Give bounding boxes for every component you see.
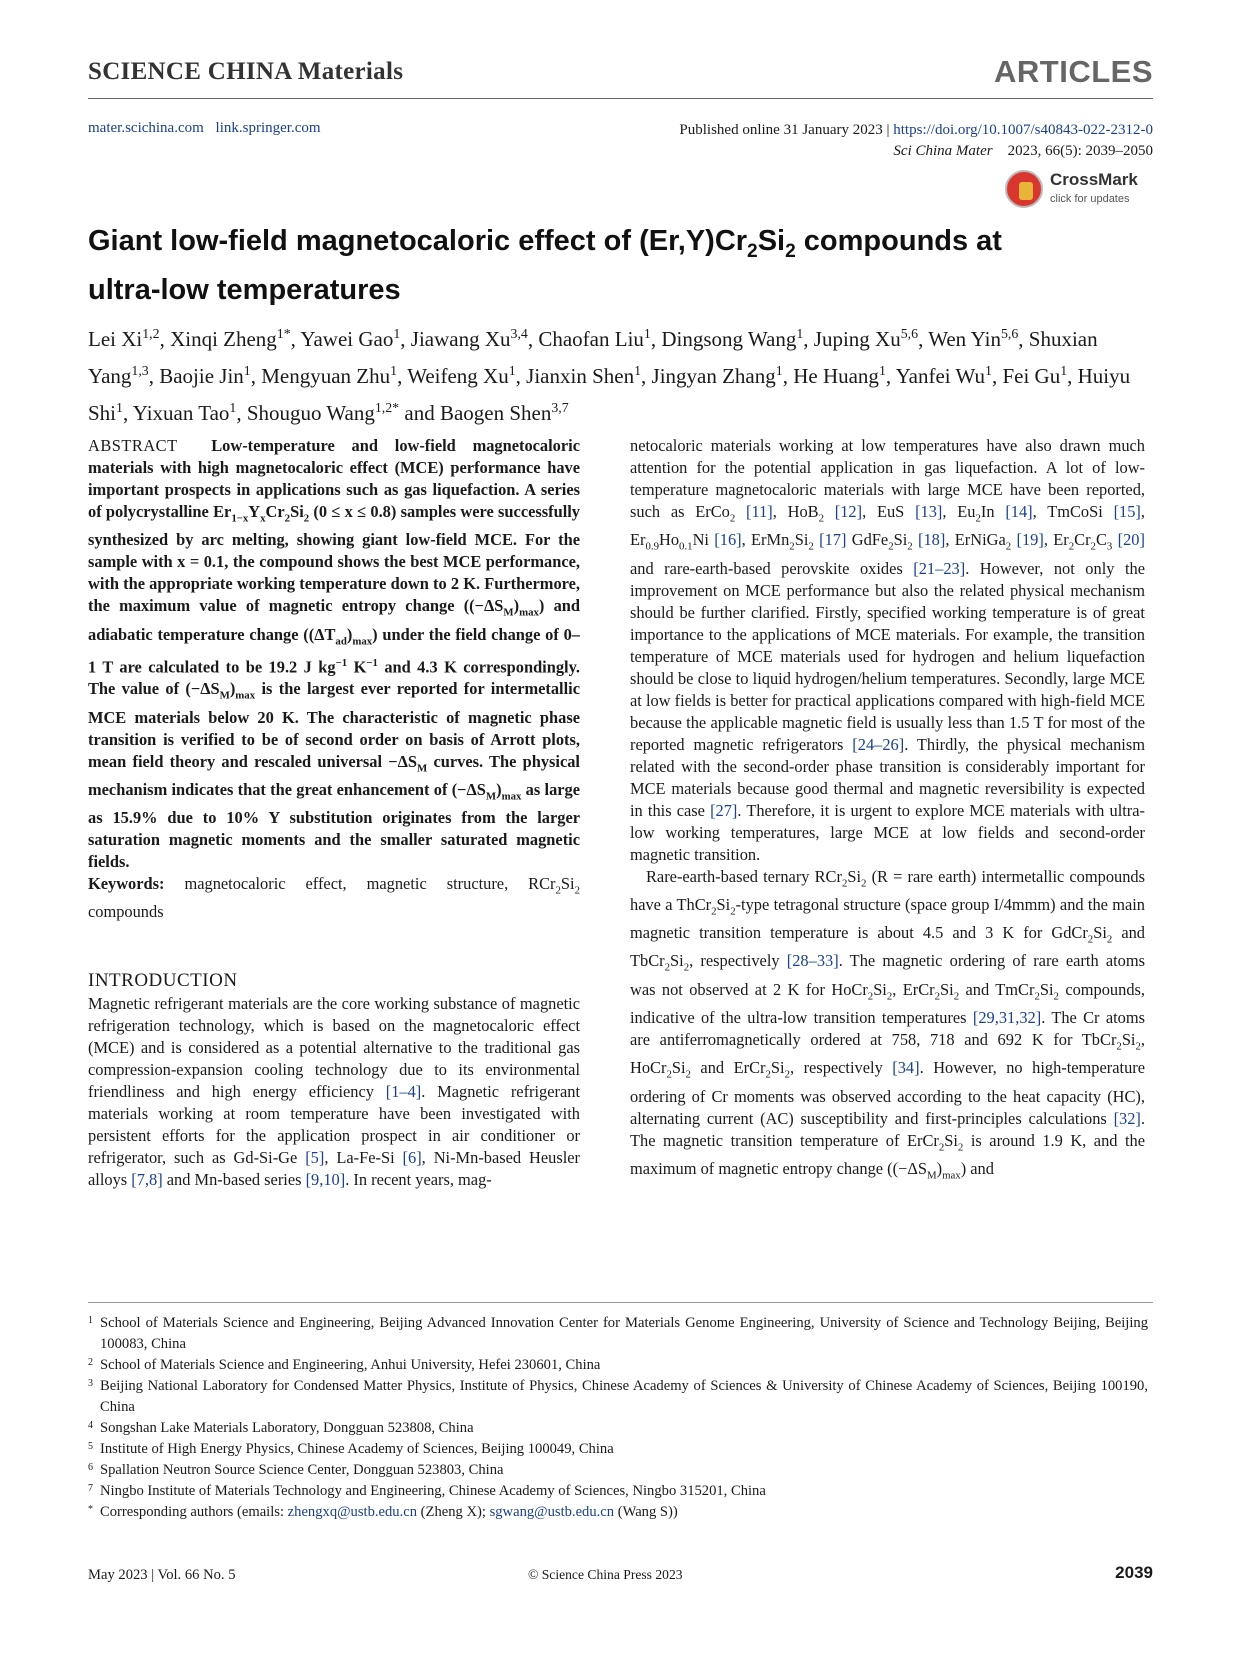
intro-paragraph: Magnetic refrigerant materials are the core working substance of magnetic refrigeration technology, which is based on the magnetocaloric effect (MCE) and is considered as a potential alternative to the traditional gas compression-expansion cooling technology due to its environmental friendliness and high energy efficiency [1–4]. Magnetic refrigerant materials working at room temperature have been investigated with persistent efforts for the application prospect in air conditioner or refrigerator, such as Gd-Si-Ge [5], La-Fe-Si [6], Ni-Mn-based Heusler alloys [7,8] and Mn-based series [9,10]. In recent years, mag- bbox=[88, 994, 580, 1190]
affiliation-item: 4 Songshan Lake Materials Laboratory, Dongguan 523808, China bbox=[88, 1420, 474, 1436]
ref-link[interactable]: [24–26] bbox=[852, 734, 905, 754]
corresponding-authors: * Corresponding authors (emails: zhengxq@ustb.edu.cn (Zheng X); sgwang@ustb.edu.cn (Wang S)) bbox=[88, 1504, 678, 1520]
ref-link[interactable]: [13] bbox=[915, 502, 943, 521]
citation-volume: 2023, 66(5): 2039–2050 bbox=[1007, 143, 1153, 159]
author: Yanfei Wu$^1$ bbox=[895, 363, 992, 388]
affiliation-item: 7 Ningbo Institute of Materials Technology and Engineering, Chinese Academy of Sciences, Ningbo 315201, China bbox=[88, 1483, 766, 1499]
author: Xinqi Zheng$^{1*}$ bbox=[170, 326, 291, 351]
email-link[interactable]: sgwang@ustb.edu.cn bbox=[489, 1504, 615, 1520]
ref-link[interactable]: [12] bbox=[834, 502, 863, 521]
author: Yixuan Tao$^1$ bbox=[132, 400, 237, 425]
ref-link[interactable]: [16] bbox=[714, 530, 742, 550]
ref-link[interactable]: [28–33] bbox=[786, 951, 839, 971]
ref-link[interactable]: [9,10] bbox=[305, 1170, 346, 1190]
journal-sites bbox=[88, 120, 329, 137]
intro-paragraph-continued: netocaloric materials working at low temperatures have also drawn much attention for the potential application in gas liquefaction. A lot of low-temperature magnetocaloric materials with large MCE have been reported, such as ErCo$_2$ [11], HoB$_2$ [12], EuS [13], $Eu_2In$ [14], TmCoSi [15], $Er_{0.9}Ho_{0.1}Ni$ [16], $ErMn_2Si_2$ [17] $GdFe_2Si_2$ [18], ErNiGa$_2$ [19], $Er_2Cr_2C_3$ [20] and rare-earth-based perovskite oxides [21–23]. However, not only the improvement on MCE performance but also the related physical mechanism should be further clarified. Firstly, specified working temperature is of great importance to the applications of MCE materials. For example, the transition temperature of MCE materials used for hydrogen and helium liquefaction should be close to liquid hydrogen/helium temperatures. Secondly, large MCE at low fields is better for practical applications compared with high-field MCE because the applicable magnetic field is usually less than 1.5 T for most of the reported magnetic refrigerators [24–26]. Thirdly, the physical mechanism related with the second-order phase transition is considerably important for MCE materials because good thermal and magnetic reversibility is expected in this case [27]. Therefore, it is urgent to explore MCE materials with ultra-low working temperatures, large MCE at low fields and second-order magnetic transition. bbox=[630, 436, 1146, 864]
affiliation-item: 6 Spallation Neutron Source Science Center, Dongguan 523803, China bbox=[88, 1462, 504, 1478]
page-number: 2039 bbox=[1115, 1563, 1153, 1582]
publication-info bbox=[679, 120, 1153, 162]
header-rule bbox=[88, 98, 1153, 99]
author: Baogen Shen$^{3,7}$ bbox=[439, 400, 569, 425]
author: Lei Xi$^{1,2}$ bbox=[88, 326, 160, 351]
email-link[interactable]: zhengxq@ustb.edu.cn bbox=[287, 1504, 418, 1520]
copyright: © Science China Press 2023 bbox=[528, 1567, 683, 1582]
ref-link[interactable]: [15] bbox=[1113, 502, 1141, 521]
site-link-springer[interactable]: link.springer.com bbox=[215, 120, 321, 136]
keywords: Keywords: magnetocaloric effect, magnetic structure, $RCr_2Si_2$ compounds bbox=[88, 874, 580, 922]
author: Weifeng Xu$^1$ bbox=[407, 363, 516, 388]
abstract-label: ABSTRACT bbox=[88, 436, 178, 455]
ref-link[interactable]: [17] bbox=[819, 530, 847, 550]
author: Chaofan Liu$^1$ bbox=[538, 326, 651, 351]
ref-link[interactable]: [18] bbox=[918, 530, 946, 550]
affiliation-item: 5 Institute of High Energy Physics, Chinese Academy of Sciences, Beijing 100049, China bbox=[88, 1441, 614, 1457]
ref-link[interactable]: [29,31,32] bbox=[972, 1007, 1042, 1027]
affiliation-item: 2 School of Materials Science and Engineering, Anhui University, Hefei 230601, China bbox=[88, 1357, 601, 1373]
ref-link[interactable]: [19] bbox=[1016, 530, 1044, 550]
affiliation-item: 1 School of Materials Science and Engineering, Beijing Advanced Innovation Center for Materials Genome Engineering, University of Science and Technology Beijing, Beijing 100083, China bbox=[88, 1315, 1148, 1352]
journal-name: SCIENCE CHINA Materials bbox=[88, 58, 404, 85]
published-date: Published online 31 January 2023 bbox=[679, 122, 883, 138]
crossmark-label: CrossMark bbox=[1050, 170, 1138, 189]
keywords-label: Keywords: bbox=[88, 874, 165, 894]
crossmark-badge[interactable] bbox=[1003, 168, 1153, 212]
doi-link[interactable]: https://doi.org/10.1007/s40843-022-2312-0 bbox=[893, 122, 1153, 138]
author: Dingsong Wang$^1$ bbox=[661, 326, 804, 351]
left-column bbox=[88, 435, 580, 1191]
affiliation-item: 3 Beijing National Laboratory for Condensed Matter Physics, Institute of Physics, Chinese Academy of Sciences & University of Chinese Academy of Sciences, Beijing 100190, China bbox=[88, 1378, 1148, 1415]
author: Fei Gu$^1$ bbox=[1002, 363, 1068, 388]
author: Mengyuan Zhu$^1$ bbox=[261, 363, 398, 388]
abstract: ABSTRACT Low-temperature and low-field magnetocaloric materials with high magnetocaloric effect (MCE) performance have important prospects in applications such as gas liquefaction. A series of polycrystalline $Er_{1-x}Y_xCr_2Si_2$ (0 ≤ x ≤ 0.8) samples were successfully synthesized by arc melting, showing giant low-field MCE. For the sample with x = 0.1, the compound shows the best MCE performance, with the appropriate working temperature down to 2 K. Furthermore, the maximum value of magnetic entropy change $((-\Delta S_M)_{max})$ and adiabatic temperature change $((\Delta T_{ad})_{max})$ under the field change of 0–1 T are calculated to be 19.2 J $kg^{-1}$ $K^{-1}$ and 4.3 K correspondingly. The value of $(-\Delta S_M)_{max}$ is the largest ever reported for intermetallic MCE materials below 20 K. The characteristic of magnetic phase transition is verified to be of second order on basis of Arrott plots, mean field theory and rescaled universal $-\Delta S_M$ curves. The physical mechanism indicates that the great enhancement of $(-\Delta S_M)_{max}$ as large as 15.9% due to 10% Y substitution originates from the larger saturation magnetic moments and the smaller saturated magnetic fields. bbox=[88, 436, 581, 872]
crossmark-icon bbox=[1005, 170, 1043, 208]
section-label: ARTICLES bbox=[994, 54, 1153, 89]
author: Wen Yin$^{5,6}$ bbox=[928, 326, 1019, 351]
ref-link[interactable]: [32] bbox=[1113, 1108, 1141, 1128]
affiliations bbox=[88, 1313, 1148, 1523]
author-list: Lei Xi$^{1,2}$, Xinqi Zheng$^{1*}$, Yawei Gao$^1$, Jiawang Xu$^{3,4}$, Chaofan Liu$^1$, Dingsong Wang$^1$, Juping Xu$^{5,6}$, Wen Yin$^{5,6}$, Shuxian Yang$^{1,3}$, Baojie Jin$^1$, Mengyuan Zhu$^1$, Weifeng Xu$^1$, Jianxin Shen$^1$, Jingyan Zhang$^1$, He Huang$^1$, Yanfei Wu$^1$, Fei Gu$^1$, Huiyu Shi$^1$, Yixuan Tao$^1$, Shouguo Wang$^{1,2*}$ and Baogen Shen$^{3,7}$ bbox=[88, 326, 1131, 425]
ref-link[interactable]: [20] bbox=[1117, 530, 1145, 550]
crossmark-sublabel: click for updates bbox=[1050, 193, 1130, 205]
author: Shuxian Yang$^{1,3}$ bbox=[88, 327, 1098, 388]
ref-link[interactable]: [1–4] bbox=[385, 1082, 422, 1102]
paragraph-rcr2si2: Rare-earth-based ternary $RCr_2Si_2$ (R = rare earth) intermetallic compounds have a $ThCr_2Si_2$-type tetragonal structure (space group I/4mmm) and the main magnetic transition temperature is about 4.5 and 3 K for $GdCr_2Si_2$ and $TbCr_2Si_2$, respectively [28–33]. The magnetic ordering of rare earth atoms was not observed at 2 K for $HoCr_2Si_2$, $ErCr_2Si_2$ and $TmCr_2Si_2$ compounds, indicative of the ultra-low transition temperatures [29,31,32]. The Cr atoms are antiferromagnetically ordered at 758, 718 and 692 K for $TbCr_2Si_2$, $HoCr_2Si_2$ and $ErCr_2Si_2$, respectively [34]. However, no high-temperature ordering of Cr moments was observed according to the heat capacity (HC), alternating current (AC) susceptibility and first-principles calculations [32]. The magnetic transition temperature of $ErCr_2Si_2$ is around 1.9 K, and the maximum of magnetic entropy change $((-\Delta S_M)_{max})$ and bbox=[630, 866, 1145, 1182]
ref-link[interactable]: [34] bbox=[892, 1058, 920, 1078]
ref-link[interactable]: [5] bbox=[305, 1148, 325, 1168]
author: Yawei Gao$^1$ bbox=[300, 326, 401, 351]
author: Baojie Jin$^1$ bbox=[159, 363, 251, 388]
right-column bbox=[630, 435, 1145, 1186]
issue-info: May 2023 | Vol. 66 No. 5 bbox=[88, 1567, 236, 1583]
ref-link[interactable]: [27] bbox=[710, 800, 738, 820]
author: Huiyu Shi$^1$ bbox=[88, 364, 1131, 425]
authors-and: and bbox=[404, 401, 435, 425]
ref-link[interactable]: [7,8] bbox=[131, 1170, 163, 1190]
footnote-rule bbox=[88, 1302, 1153, 1303]
site-link-scichina[interactable]: mater.scichina.com bbox=[88, 120, 204, 136]
author: Jiawang Xu$^{3,4}$ bbox=[410, 326, 528, 351]
citation-journal: Sci China Mater bbox=[893, 143, 993, 159]
ref-link[interactable]: [21–23] bbox=[913, 558, 966, 578]
introduction-heading: INTRODUCTION bbox=[88, 970, 238, 992]
author: He Huang$^1$ bbox=[793, 363, 886, 388]
author: Jianxin Shen$^1$ bbox=[526, 363, 642, 388]
author: Jingyan Zhang$^1$ bbox=[651, 363, 783, 388]
ref-link[interactable]: [14] bbox=[1005, 502, 1033, 521]
separator: | bbox=[882, 122, 894, 138]
article-title: Giant low-field magnetocaloric effect of $(Er,Y)Cr_2Si_2$ compounds at ultra-low temperatures bbox=[88, 225, 1002, 306]
ref-link[interactable]: [6] bbox=[402, 1148, 422, 1168]
author: Shouguo Wang$^{1,2*}$ bbox=[246, 400, 400, 425]
author: Juping Xu$^{5,6}$ bbox=[813, 326, 919, 351]
ref-link[interactable]: [11] bbox=[746, 502, 773, 521]
